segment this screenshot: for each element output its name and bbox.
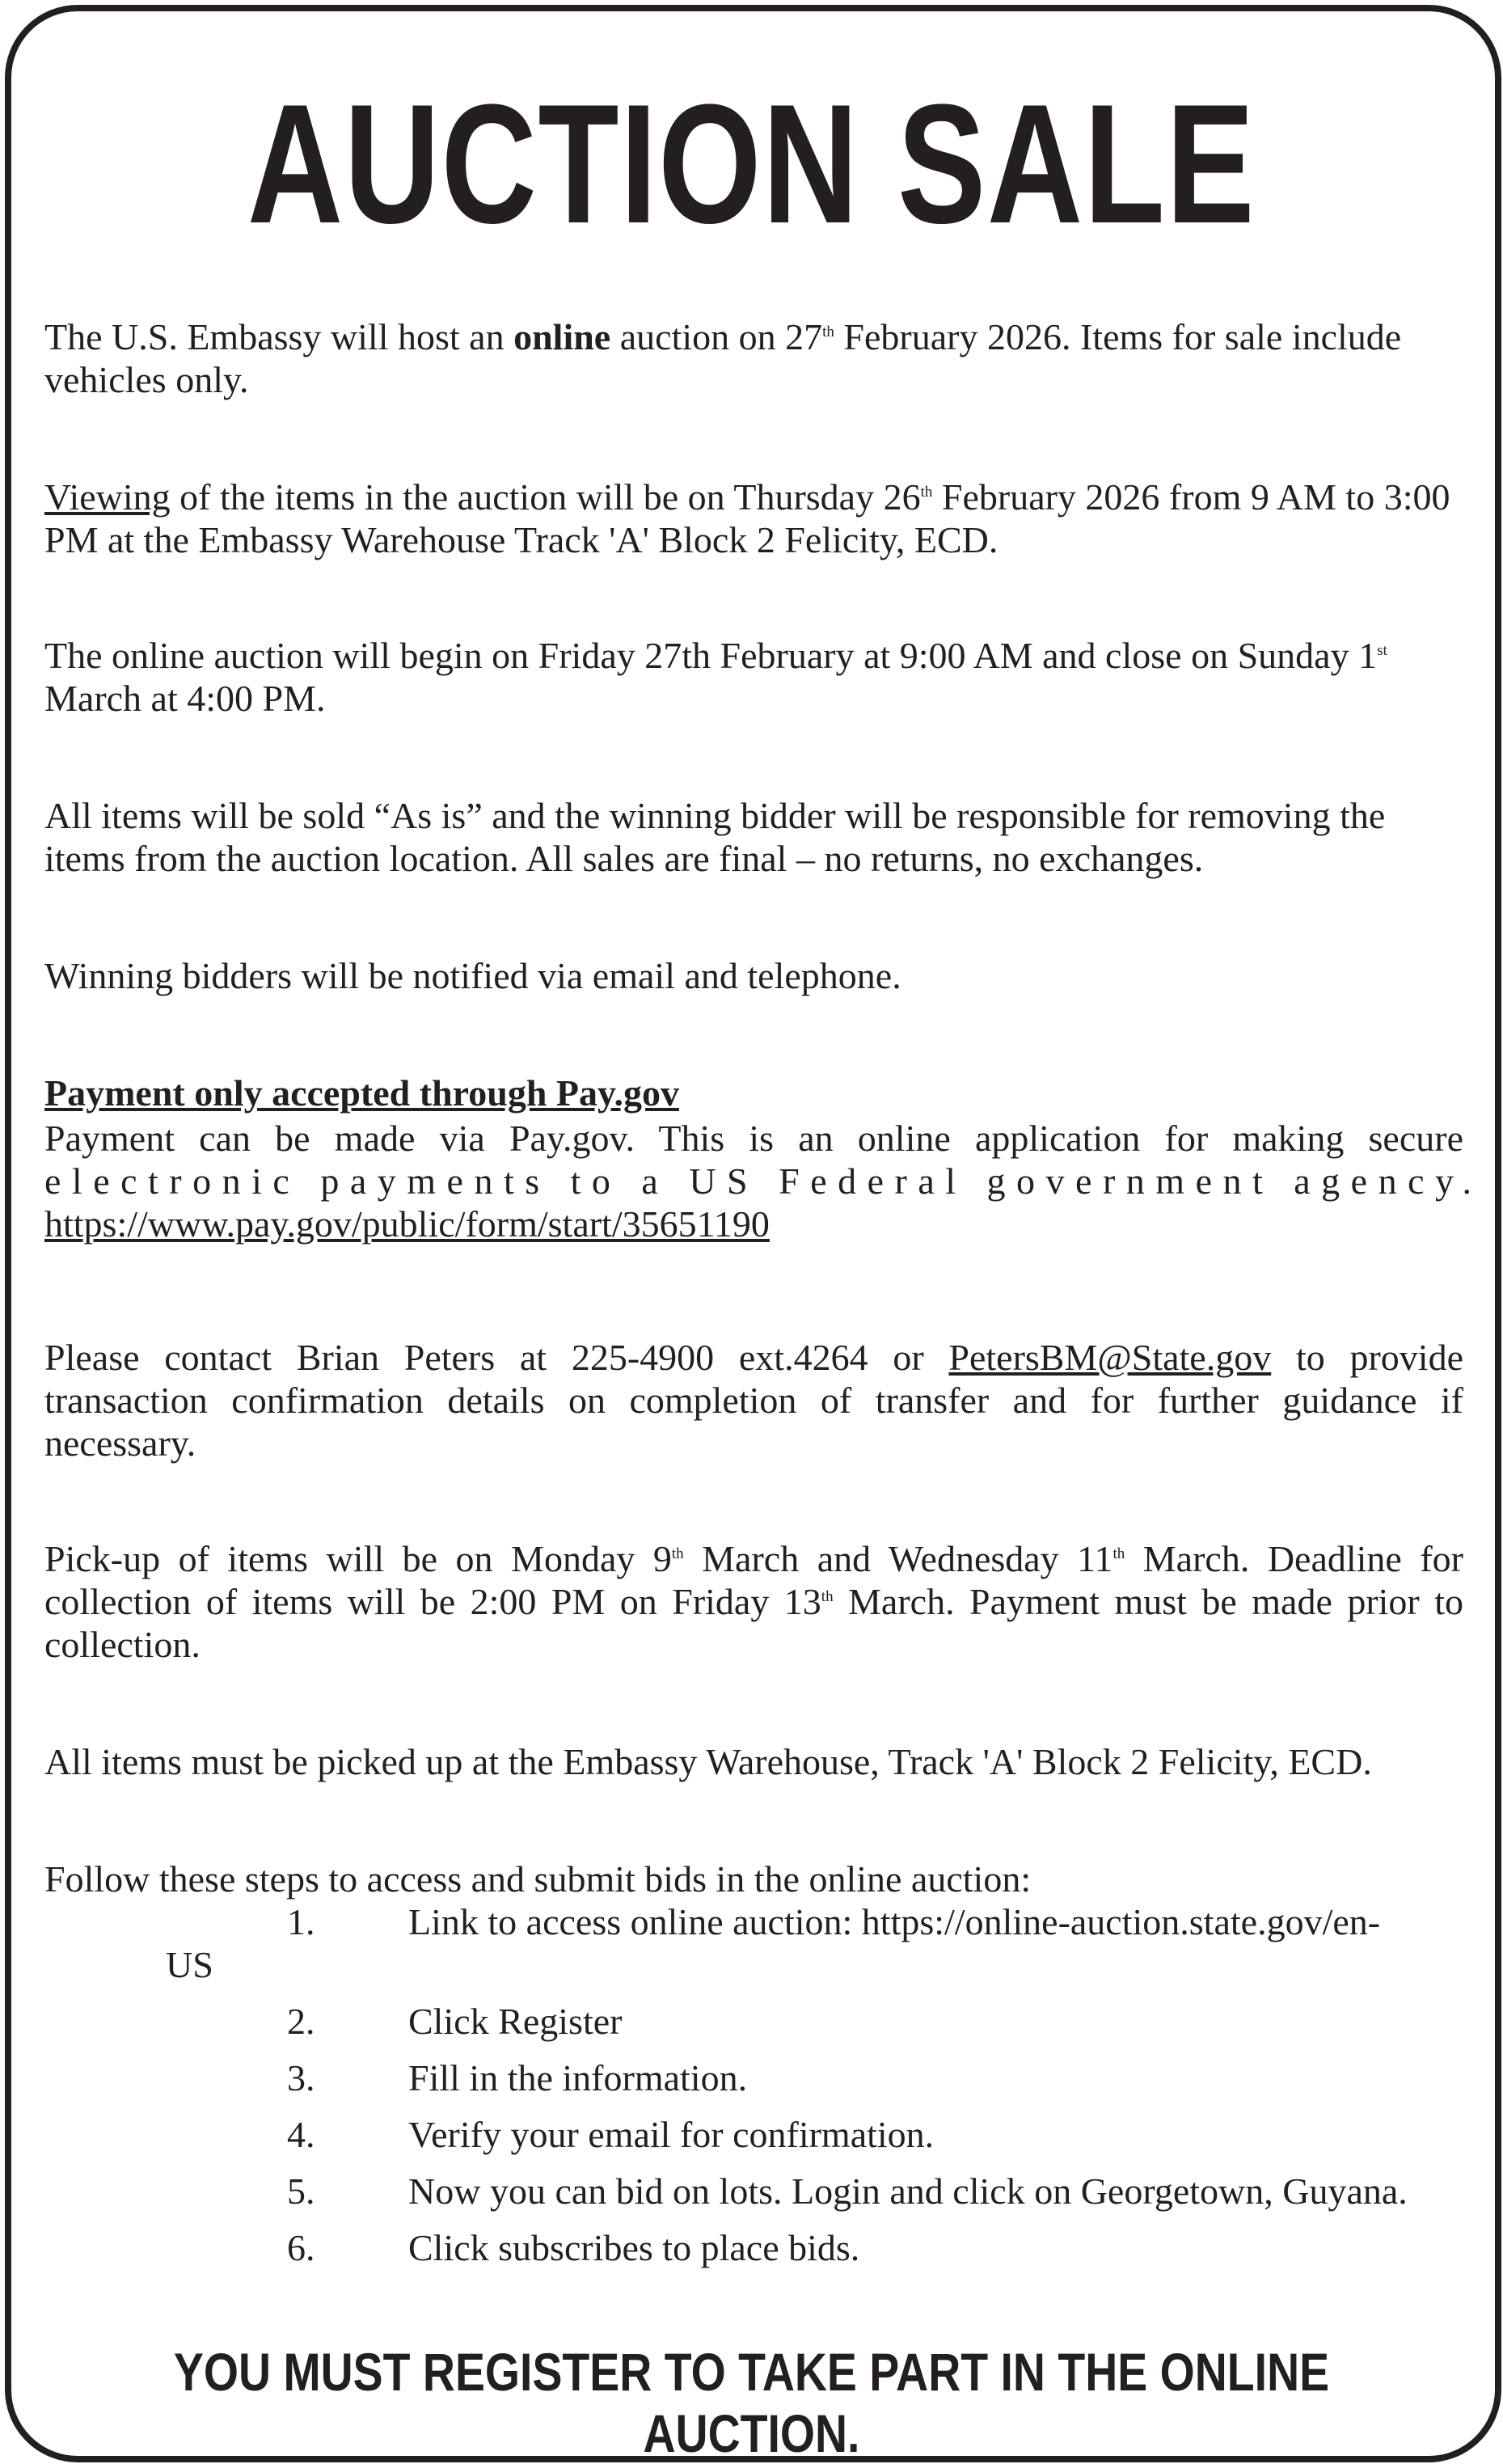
list-item: 3. Fill in the information. xyxy=(287,2057,748,2098)
list-item: 2. Click Register xyxy=(287,2001,623,2042)
pickup-paragraph: Pick-up of items will be on Monday 9th March and Wednesday 11th March. Deadline for collection of items will be 2:00 PM on Friday 13th March. Payment must be made prior to collection. xyxy=(44,1538,1463,1665)
payment-line-1: Payment can be made via Pay.gov. This is an online application for making secure xyxy=(44,1118,1463,1159)
notification-paragraph: Winning bidders will be notified via email and telephone. xyxy=(44,955,901,996)
schedule-paragraph: The online auction will begin on Friday 27th February at 9:00 AM and close on Sunday 1st March at 4:00 PM. xyxy=(44,635,1387,719)
contact-email-link[interactable]: PetersBM@State.gov xyxy=(948,1337,1272,1378)
page-title: AUCTION SALE xyxy=(247,69,1256,259)
online-emphasis: online xyxy=(513,316,611,357)
contact-paragraph: Please contact Brian Peters at 225-4900 ext.4264 or PetersBM@State.gov to provide transaction confirmation details on completion of transfer and for further guidance if necessary. xyxy=(44,1337,1463,1464)
payment-paragraph xyxy=(44,1117,1483,1245)
payment-heading: Payment only accepted through Pay.gov xyxy=(44,1072,679,1114)
viewing-paragraph: Viewing of the items in the auction will be on Thursday 26th February 2026 from 9 AM to 3:00 PM at the Embassy Warehouse Track 'A' Block 2 Felicity, ECD. xyxy=(44,476,1450,560)
warehouse-paragraph: All items must be picked up at the Embassy Warehouse, Track 'A' Block 2 Felicity, ECD. xyxy=(44,1741,1372,1782)
registration-notice: YOU MUST REGISTER TO TAKE PART IN THE ONLINE AUCTION. xyxy=(173,2342,1330,2463)
payment-link[interactable]: https://www.pay.gov/public/form/start/35651190 xyxy=(44,1203,770,1245)
terms-paragraph: All items will be sold “As is” and the winning bidder will be responsible for removing the items from the auction location. All sales are final – no returns, no exchanges. xyxy=(44,795,1386,879)
payment-line-2: electronic payments to a US Federal government agency. xyxy=(44,1160,1483,1202)
steps-list xyxy=(44,1900,1463,2283)
intro-paragraph: The U.S. Embassy will host an online auction on 27th February 2026. Items for sale include vehicles only. xyxy=(44,316,1402,400)
list-item: 5. Now you can bid on lots. Login and click on Georgetown, Guyana. xyxy=(287,2170,1408,2212)
auction-link[interactable]: Link to access online auction: https://online-auction.state.gov/en- xyxy=(408,1901,1381,1942)
notice-body xyxy=(44,315,1483,2283)
list-item: 4. Verify your email for confirmation. xyxy=(287,2114,935,2155)
steps-intro: Follow these steps to access and submit bids in the online auction: xyxy=(44,1858,1032,1900)
list-item: 1. Link to access online auction: https://online-auction.state.gov/en- US xyxy=(166,1901,1381,1985)
list-item: 6. Click subscribes to place bids. xyxy=(287,2227,860,2268)
viewing-label: Viewing xyxy=(44,476,171,518)
